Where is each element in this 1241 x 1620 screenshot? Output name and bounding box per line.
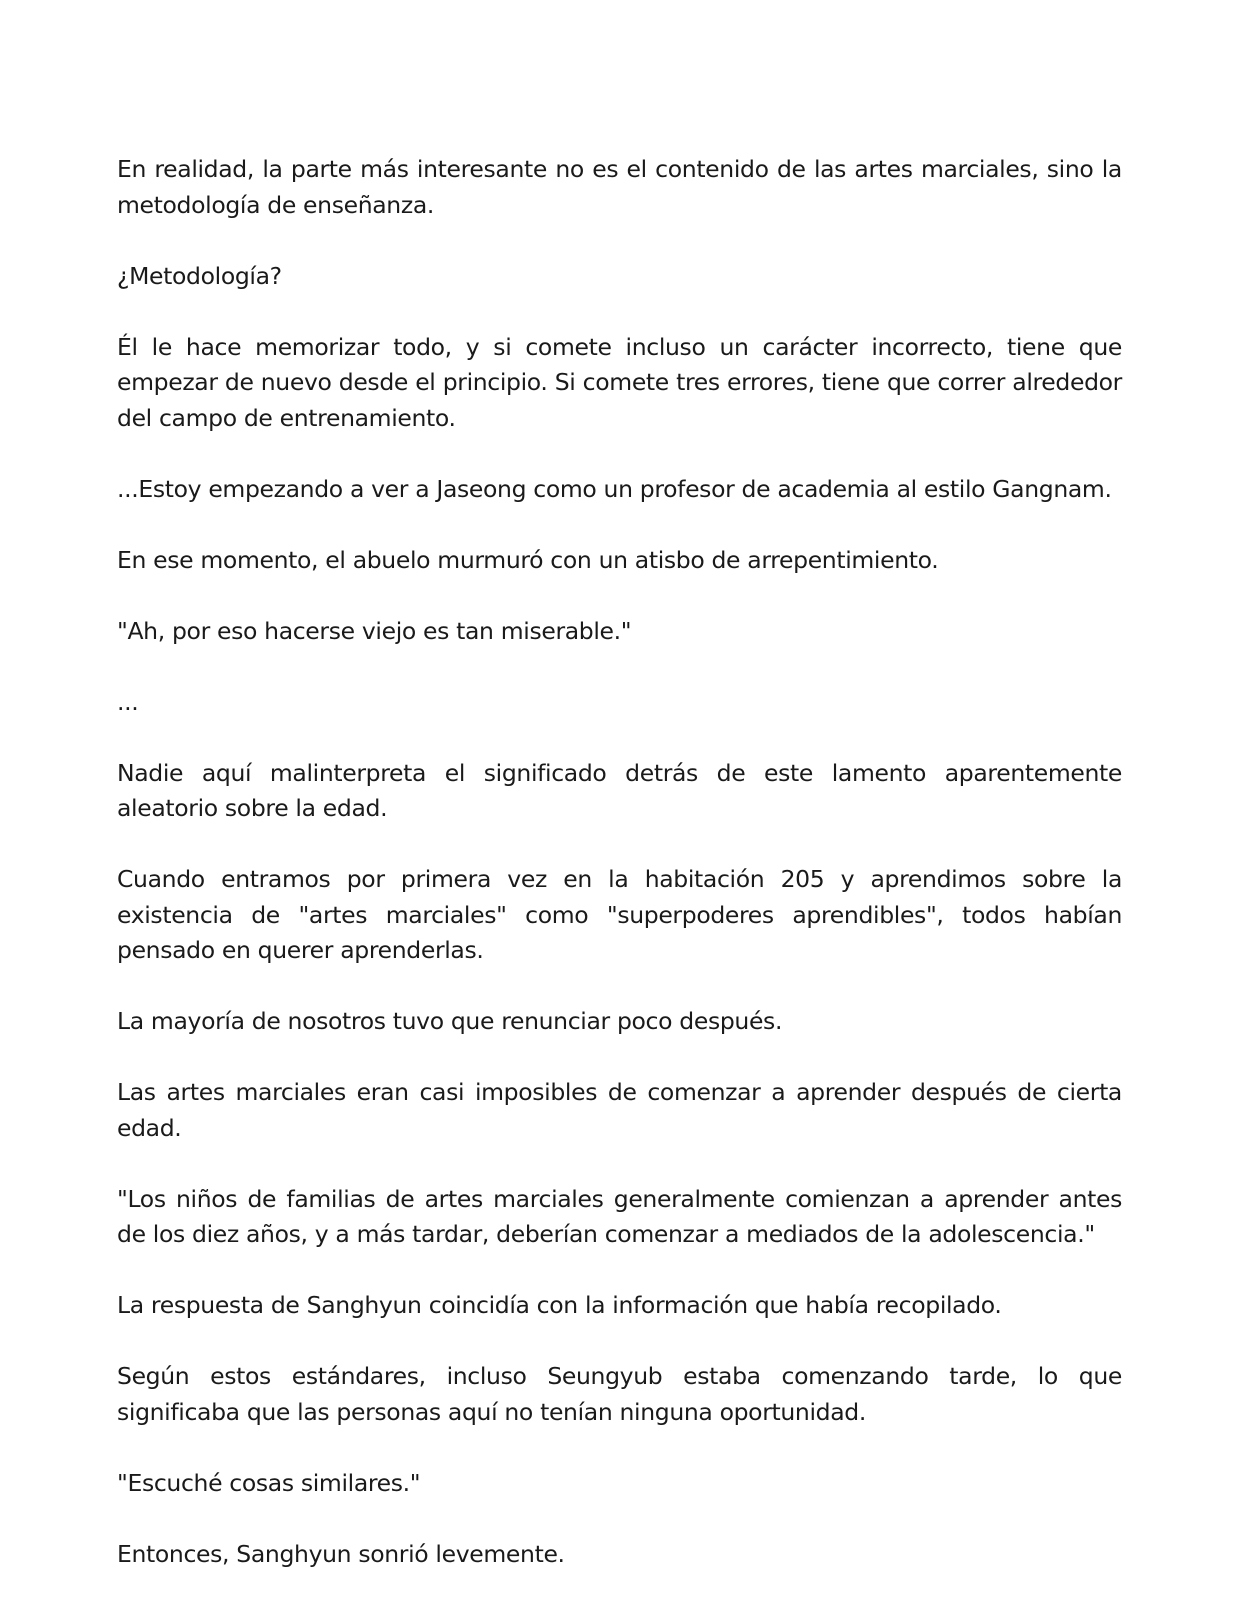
paragraph: La respuesta de Sanghyun coincidía con la información que había recopilado. (117, 1291, 1002, 1319)
paragraph: Nadie aquí malinterpreta el significado detrás de este lamento aparentemente aleatorio sobre la edad. (117, 758, 1122, 822)
paragraph: Las artes marciales eran casi imposibles de comenzar a aprender después de cierta edad. (117, 1078, 1122, 1142)
paragraph: En ese momento, el abuelo murmuró con un atisbo de arrepentimiento. (117, 545, 939, 574)
paragraph: "Los niños de familias de artes marciales generalmente comienzan a aprender antes de los diez años, y a más tardar, deberían comenzar a mediados de la adolescencia." (117, 1184, 1122, 1248)
paragraph: "Escuché cosas similares." (117, 1468, 421, 1497)
paragraph: ¿Metodología? (117, 261, 282, 290)
paragraph: Entonces, Sanghyun sonrió levemente. (117, 1539, 565, 1568)
paragraph: "Ah, por eso hacerse viejo es tan miserable." (117, 616, 632, 645)
paragraph: La mayoría de nosotros tuvo que renunciar poco después. (117, 1007, 783, 1035)
document-body (117, 152, 1122, 1572)
paragraph: Cuando entramos por primera vez en la habitación 205 y aprendimos sobre la existencia de "artes marciales" como "superpoderes aprendibles", todos habían pensado en querer aprenderlas. (117, 865, 1122, 964)
paragraph: En realidad, la parte más interesante no es el contenido de las artes marciales, sino la metodología de enseñanza. (117, 155, 1122, 219)
paragraph: Él le hace memorizar todo, y si comete incluso un carácter incorrecto, tiene que empezar de nuevo desde el principio. Si comete tres errores, tiene que correr alrededor del campo de entrenamiento. (117, 332, 1122, 432)
paragraph: ...Estoy empezando a ver a Jaseong como un profesor de academia al estilo Gangnam. (117, 474, 1112, 503)
paragraph: Según estos estándares, incluso Seungyub estaba comenzando tarde, lo que significaba que las personas aquí no tenían ninguna oportunidad. (117, 1362, 1122, 1426)
paragraph: ... (117, 687, 139, 716)
